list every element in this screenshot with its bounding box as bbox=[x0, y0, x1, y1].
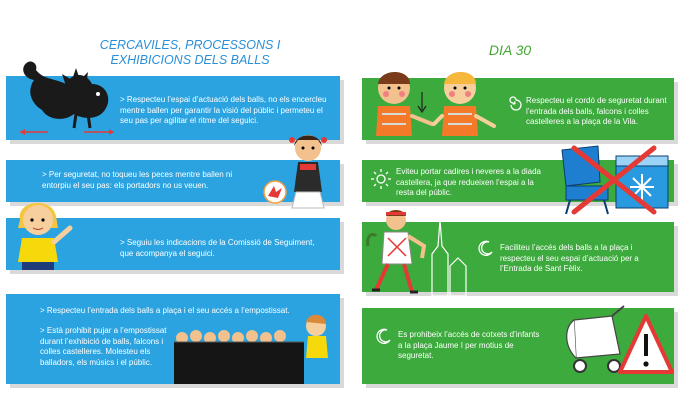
left-panel-4-text2: > Està prohibit pujar a l’empostissat durant l’exhibició de balls, falcons i colles castelleres. Molesteu els balladors, els músics i el públic. bbox=[40, 326, 167, 367]
security-volunteers-illustration bbox=[372, 66, 500, 144]
left-panel-3-text: > Seguiu les indicacions de la Comissió de Seguiment, que acompanya el seguici. bbox=[120, 238, 315, 258]
stroller-warning-illustration bbox=[558, 302, 676, 382]
sun-icon bbox=[370, 168, 392, 190]
moon-icon bbox=[478, 240, 494, 256]
hand-touch-icon bbox=[262, 180, 288, 204]
left-section-title bbox=[90, 38, 290, 68]
dragon-figure-illustration bbox=[14, 58, 114, 140]
left-panel-2-text: > Per seguretat, no toqueu les peces mentre ballen ni entorpiu el seu pas: els portadors no us veuen. bbox=[42, 170, 233, 190]
right-panel-1-text: Respecteu el cordó de seguretat durant l’entrada dels balls, falcons i colles castelleres a la plaça de la Vila. bbox=[526, 96, 667, 126]
dancer-girl-illustration bbox=[282, 132, 332, 214]
volunteer-girl-illustration bbox=[8, 198, 82, 276]
right-section-title: DIA 30 bbox=[488, 42, 532, 58]
spiral-icon bbox=[505, 94, 523, 112]
right-panel-3-text: Faciliteu l’accés dels balls a la plaça i respecteu el seu espai d’actuació per a l’Entrada de Sant Fèlix. bbox=[500, 243, 639, 273]
right-panel-2-text: Eviteu portar cadires i neveres a la diada castellera, ja que redueixen l’espai a la resta del públic. bbox=[396, 167, 541, 197]
left-panel-1-text: > Respecteu l’espai d’actuació dels balls, no els encercleu mentre ballen per garantir la visió del públic i permeteu el seu pas per agilitar el ritme del seguici. bbox=[120, 95, 327, 125]
no-chairs-coolers-illustration bbox=[556, 142, 674, 218]
stage-audience-illustration bbox=[170, 310, 334, 386]
left-title-line1: CERCAVILES, PROCESSONS I bbox=[99, 38, 281, 52]
dancer-church-illustration bbox=[366, 206, 476, 302]
right-panel-4-text: Es prohibeix l’accés de cotxets d’infants a la plaça Jaume I per motius de seguretat. bbox=[398, 330, 540, 360]
left-title-line2: EXHIBICIONS DELS BALLS bbox=[110, 53, 270, 67]
left-panel-4-text: > Respecteu l’entrada dels balls a plaça i el seu accés a l’empostissat. bbox=[40, 306, 290, 315]
moon-icon bbox=[376, 328, 392, 344]
